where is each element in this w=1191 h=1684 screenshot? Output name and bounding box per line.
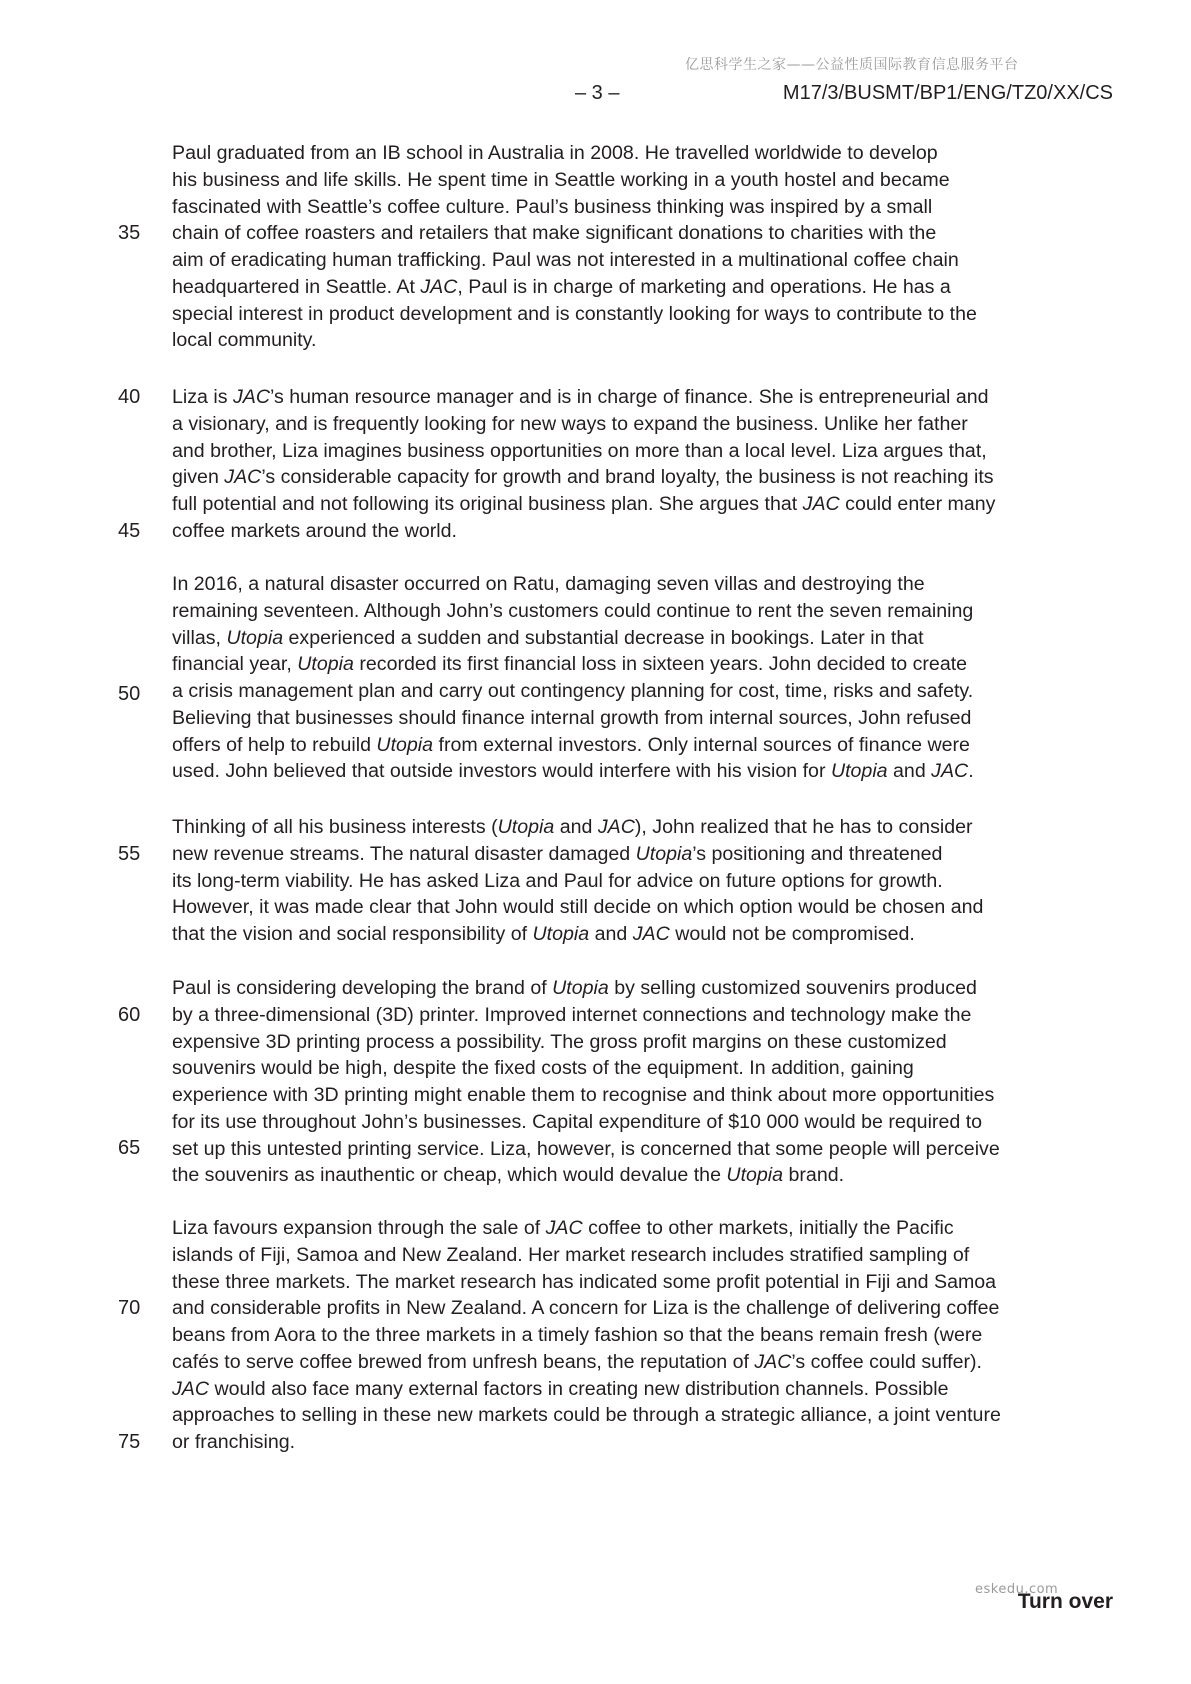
italic-name: JAC xyxy=(224,466,262,489)
italic-name: Utopia xyxy=(376,733,434,756)
italic-name: Utopia xyxy=(497,816,555,838)
text-line: approaches to selling in these new markets could be through a strategic alliance, a joint venture xyxy=(172,1404,1001,1427)
text-line: In 2016, a natural disaster occurred on Ratu, damaging seven villas and destroying the xyxy=(172,573,925,595)
text-line: set up this untested printing service. Liza, however, is concerned that some people will perceive xyxy=(172,1137,1000,1160)
text-line: financial year, Utopia recorded its first financial loss in sixteen years. John decided to create xyxy=(172,653,968,676)
text-line: local community. xyxy=(172,329,317,352)
text-line: by a three-dimensional (3D) printer. Improved internet connections and technology make the xyxy=(172,1003,972,1026)
italic-name: Utopia xyxy=(726,1164,784,1187)
text-line: JAC would also face many external factors in creating new distribution channels. Possible xyxy=(172,1377,949,1400)
text-line: islands of Fiji, Samoa and New Zealand. Her market research includes stratified sampling of xyxy=(172,1243,970,1266)
text-line: that the vision and social responsibility of Utopia and JAC would not be compromised. xyxy=(172,923,915,945)
turn-over-label: Turn over xyxy=(1017,1590,1113,1613)
watermark-top: 亿思科学生之家——公益性质国际教育信息服务平台 xyxy=(685,57,1019,73)
line-number: 60 xyxy=(118,1004,141,1026)
italic-name: JAC xyxy=(420,275,458,298)
text-line: special interest in product development and is constantly looking for ways to contribute to the xyxy=(172,302,977,325)
text-line: offers of help to rebuild Utopia from external investors. Only internal sources of finance were xyxy=(172,733,970,756)
text-line: Believing that businesses should finance internal growth from internal sources, John refused xyxy=(172,706,972,729)
paragraph-liza-role xyxy=(172,384,1132,545)
text-line: these three markets. The market research has indicated some profit potential in Fiji and Samoa xyxy=(172,1270,997,1293)
text-line: experience with 3D printing might enable them to recognise and think about more opportunities xyxy=(172,1084,995,1106)
text-line: Paul graduated from an IB school in Australia in 2008. He travelled worldwide to develop xyxy=(172,142,938,164)
text-line: souvenirs would be high, despite the fixed costs of the equipment. In addition, gaining xyxy=(172,1057,914,1080)
text-line: and considerable profits in New Zealand. A concern for Liza is the challenge of delivering coffee xyxy=(172,1297,1000,1320)
text-line: cafés to serve coffee brewed from unfresh beans, the reputation of JAC’s coffee could suffer). xyxy=(172,1350,982,1373)
paragraph-natural-disaster xyxy=(172,571,1132,785)
text-line: remaining seventeen. Although John’s customers could continue to rent the seven remaining xyxy=(172,599,974,622)
text-line: coffee markets around the world. xyxy=(172,519,457,542)
italic-name: JAC xyxy=(931,760,969,783)
text-line: used. John believed that outside investors would interfere with his vision for Utopia and JAC. xyxy=(172,760,974,783)
paragraph-3d-souvenirs xyxy=(172,975,1132,1189)
text-line: villas, Utopia experienced a sudden and substantial decrease in bookings. Later in that xyxy=(172,626,924,649)
italic-name: JAC xyxy=(545,1217,583,1239)
text-line: new revenue streams. The natural disaster damaged Utopia’s positioning and threatened xyxy=(172,842,943,865)
text-line: headquartered in Seattle. At JAC, Paul is in charge of marketing and operations. He has a xyxy=(172,275,951,298)
line-number: 50 xyxy=(118,683,141,705)
italic-name: Utopia xyxy=(635,842,693,865)
text-line: a crisis management plan and carry out contingency planning for cost, time, risks and safety. xyxy=(172,680,974,702)
text-line: chain of coffee roasters and retailers that make significant donations to charities with the xyxy=(172,222,937,245)
text-line: given JAC’s considerable capacity for growth and brand loyalty, the business is not reaching its xyxy=(172,466,994,489)
text-line: expensive 3D printing process a possibility. The gross profit margins on these customized xyxy=(172,1030,947,1053)
italic-name: Utopia xyxy=(552,977,609,999)
text-line: the souvenirs as inauthentic or cheap, which would devalue the Utopia brand. xyxy=(172,1164,845,1187)
line-number: 70 xyxy=(118,1297,141,1319)
text-line: aim of eradicating human trafficking. Paul was not interested in a multinational coffee chain xyxy=(172,249,959,271)
watermark-bottom: eskedu.com xyxy=(975,1582,1059,1597)
italic-name: Utopia xyxy=(297,653,354,676)
page-number: – 3 – xyxy=(575,82,620,104)
text-line: beans from Aora to the three markets in a timely fashion so that the beans remain fresh (were xyxy=(172,1324,983,1346)
line-number: 35 xyxy=(118,222,141,244)
text-line: for its use throughout John’s businesses. Capital expenditure of $10 000 would be required to xyxy=(172,1110,983,1133)
line-number: 40 xyxy=(118,386,141,408)
italic-name: Utopia xyxy=(830,760,888,783)
text-line: his business and life skills. He spent time in Seattle working in a youth hostel and became xyxy=(172,168,950,191)
text-line: or franchising. xyxy=(172,1431,296,1453)
text-line: Thinking of all his business interests (Utopia and JAC), John realized that he has to consider xyxy=(172,816,973,838)
paragraph-revenue-streams xyxy=(172,814,1132,948)
line-number: 45 xyxy=(118,520,141,542)
italic-name: JAC xyxy=(802,493,840,515)
italic-name: JAC xyxy=(232,386,271,408)
paragraph-market-expansion xyxy=(172,1215,1132,1456)
italic-name: JAC xyxy=(172,1377,210,1400)
text-line: Paul is considering developing the brand of Utopia by selling customized souvenirs produced xyxy=(172,977,977,999)
text-line: fascinated with Seattle’s coffee culture. Paul’s business thinking was inspired by a small xyxy=(172,195,933,218)
italic-name: Utopia xyxy=(226,626,284,649)
text-line: Liza is JAC’s human resource manager and is in charge of finance. She is entrepreneurial and xyxy=(172,386,989,408)
line-number: 55 xyxy=(118,843,141,865)
text-line: its long-term viability. He has asked Liza and Paul for advice on future options for growth. xyxy=(172,869,943,892)
text-line: and brother, Liza imagines business opportunities on more than a local level. Liza argues that, xyxy=(172,439,987,462)
text-line: a visionary, and is frequently looking for new ways to expand the business. Unlike her father xyxy=(172,412,968,435)
text-line: full potential and not following its original business plan. She argues that JAC could enter many xyxy=(172,493,996,515)
italic-name: JAC xyxy=(632,923,670,945)
line-number: 65 xyxy=(118,1137,141,1159)
line-number: 75 xyxy=(118,1431,141,1453)
italic-name: JAC xyxy=(597,816,635,838)
italic-name: JAC xyxy=(754,1350,792,1373)
document-code: M17/3/BUSMT/BP1/ENG/TZ0/XX/CS xyxy=(782,82,1113,104)
paragraph-paul-background xyxy=(172,140,1132,354)
italic-name: Utopia xyxy=(532,923,590,945)
text-line: Liza favours expansion through the sale of JAC coffee to other markets, initially the Pacific xyxy=(172,1217,954,1239)
text-line: However, it was made clear that John would still decide on which option would be chosen and xyxy=(172,896,984,919)
